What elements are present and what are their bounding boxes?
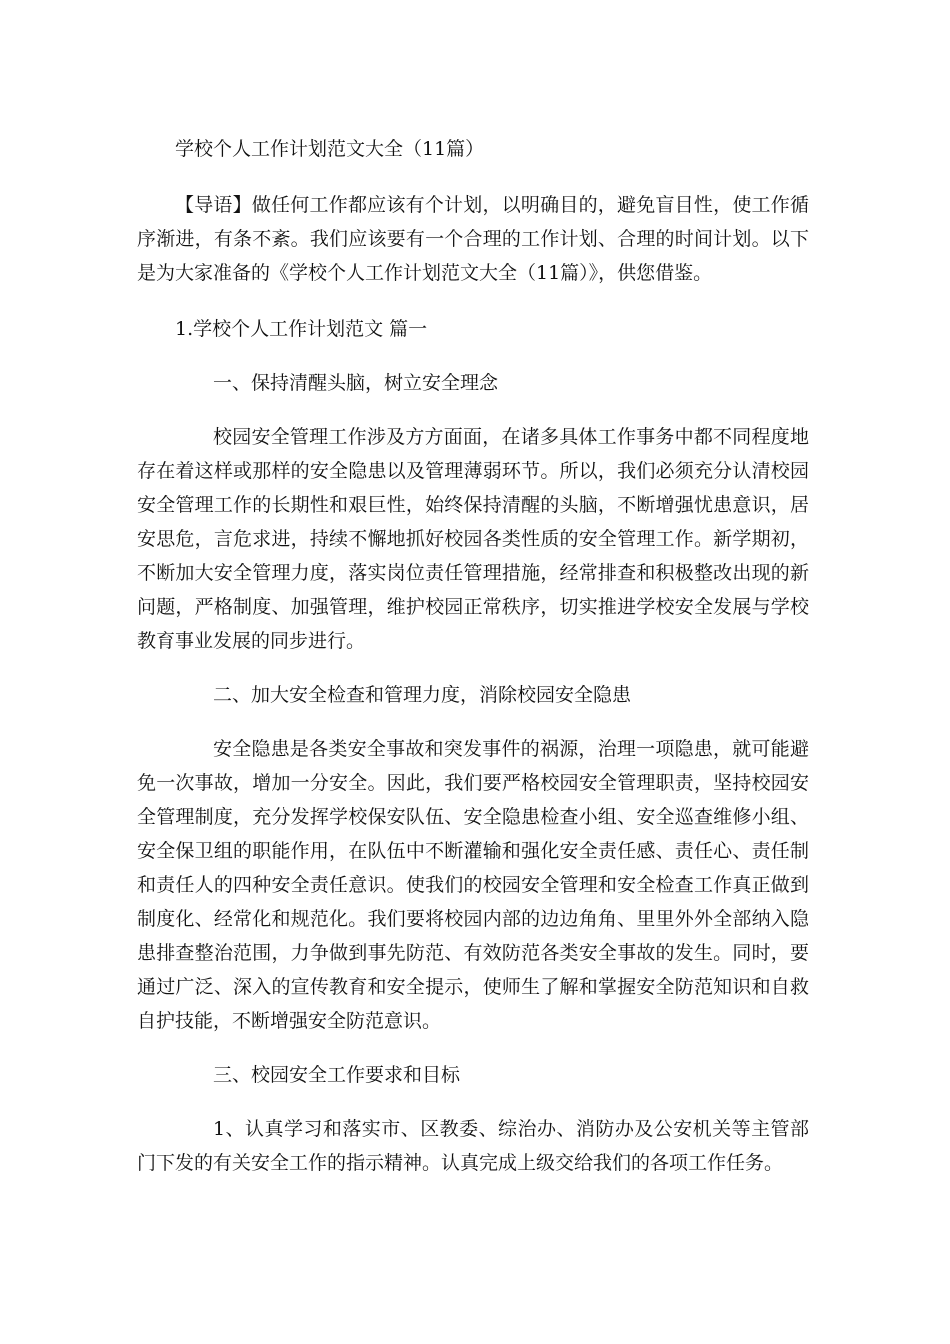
- section-heading: 1.学校个人工作计划范文 篇一: [175, 318, 428, 340]
- intro-paragraph: 【导语】做任何工作都应该有个计划，以明确目的，避免盲目性，使工作循序渐进，有条不紊。我们应该要有一个合理的工作计划、合理的时间计划。以下是为大家准备的《学校个人工作计划范文大全（11篇）》，供您借鉴。: [137, 194, 809, 284]
- body-paragraph-2: 安全隐患是各类安全事故和突发事件的祸源，治理一项隐患，就可能避免一次事故，增加一分安全。因此，我们要严格校园安全管理职责，坚持校园安全管理制度，充分发挥学校保安队伍、安全隐患检查小组、安全巡查维修小组、安全保卫组的职能作用，在队伍中不断灌输和强化安全责任感、责任心、责任制和责任人的四种安全责任意识。使我们的校园安全管理和安全检查工作真正做到制度化、经常化和规范化。我们要将校园内部的边边角角、里里外外全部纳入隐患排查整治范围，力争做到事先防范、有效防范各类安全事故的发生。同时，要通过广泛、深入的宣传教育和安全提示，使师生了解和掌握安全防范知识和自救自护技能，不断增强安全防范意识。: [137, 738, 809, 1032]
- document-title: 学校个人工作计划范文大全（11篇）: [175, 138, 485, 160]
- subheading-2: 二、加大安全检查和管理力度，消除校园安全隐患: [213, 684, 632, 706]
- body-paragraph-1: 校园安全管理工作涉及方方面面，在诸多具体工作事务中都不同程度地存在着这样或那样的安全隐患以及管理薄弱环节。所以，我们必须充分认清校园安全管理工作的长期性和艰巨性，始终保持清醒的头脑，不断增强忧患意识，居安思危，言危求进，持续不懈地抓好校园各类性质的安全管理工作。新学期初，不断加大安全管理力度，落实岗位责任管理措施，经常排查和积极整改出现的新问题，严格制度、加强管理，维护校园正常秩序，切实推进学校安全发展与学校教育事业发展的同步进行。: [137, 426, 809, 652]
- body-paragraph-3: 1、认真学习和落实市、区教委、综治办、消防办及公安机关等主管部门下发的有关安全工作的指示精神。认真完成上级交给我们的各项工作任务。: [137, 1118, 809, 1174]
- subheading-1: 一、保持清醒头脑，树立安全理念: [213, 372, 499, 394]
- document-page: [137, 132, 809, 1180]
- subheading-3: 三、校园安全工作要求和目标: [213, 1064, 461, 1086]
